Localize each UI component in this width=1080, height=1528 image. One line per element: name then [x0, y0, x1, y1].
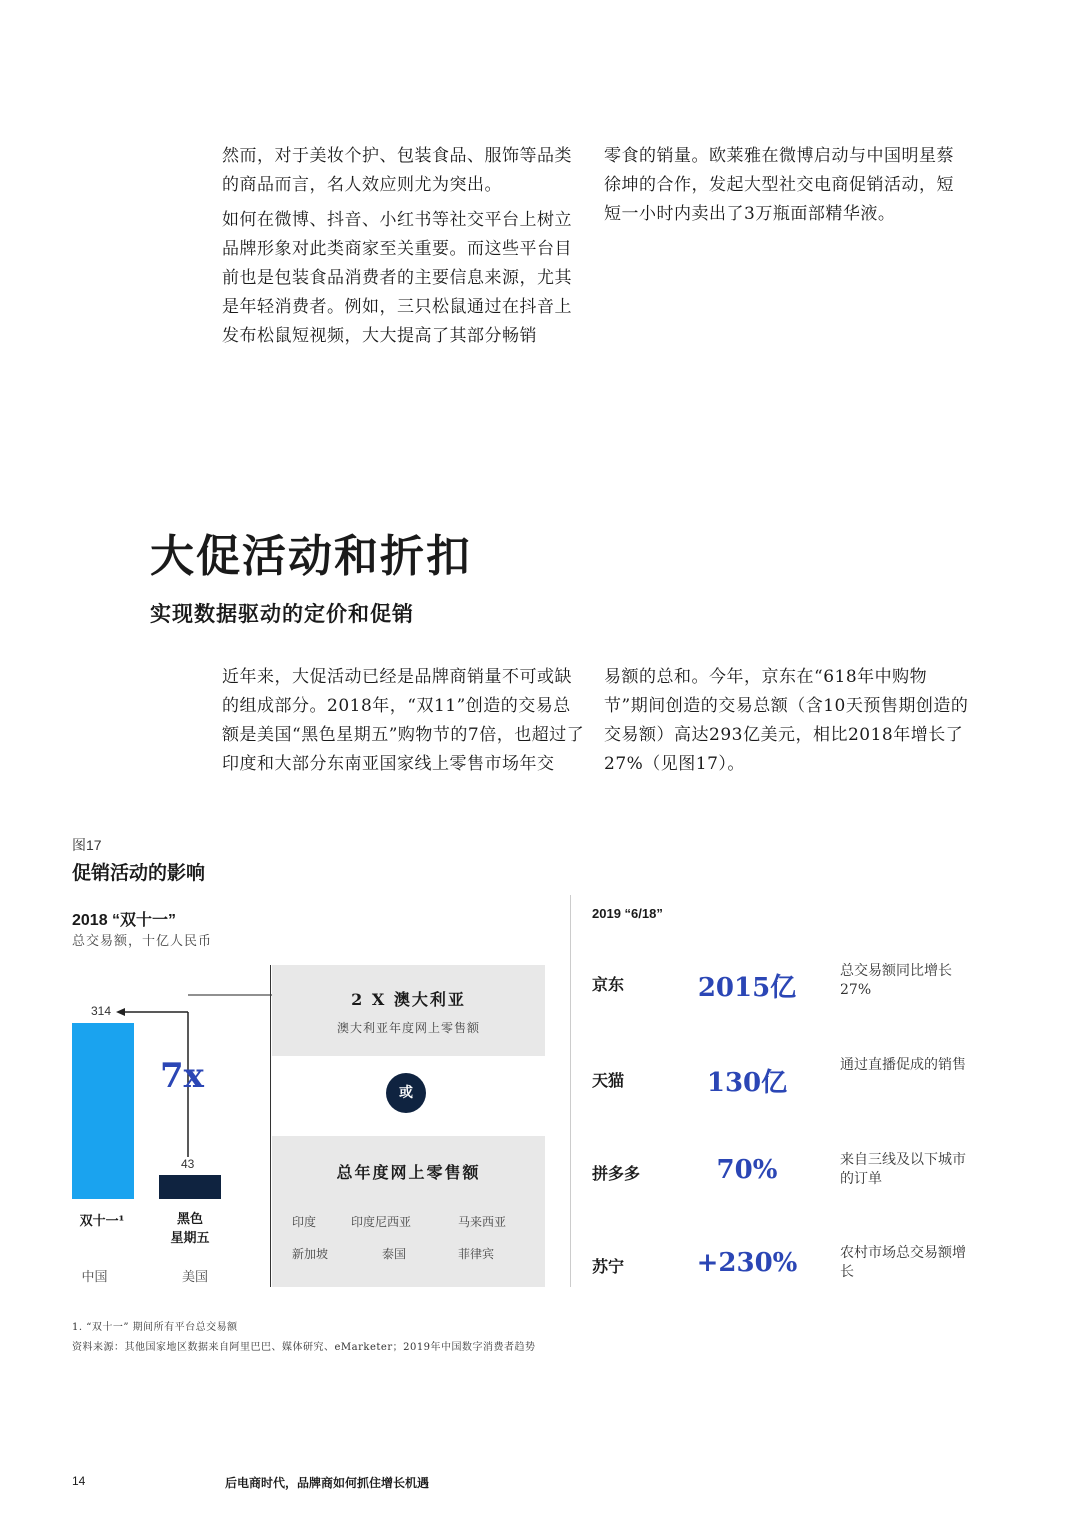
section-right-column — [604, 663, 969, 785]
country-list-item: 泰国 — [382, 1247, 407, 1261]
box-australia — [272, 965, 545, 1056]
platform-desc: 农村市场总交易额增长 — [840, 1245, 966, 1280]
figure-title: 促销活动的影响 — [72, 862, 206, 884]
country-list-item: 印度 — [292, 1215, 317, 1229]
result-row — [592, 962, 1012, 1012]
platform-value: 70% — [716, 1155, 778, 1185]
bar-black-friday — [159, 1175, 221, 1199]
box-australia-sub: 澳大利亚年度网上零售额 — [336, 1021, 480, 1035]
result-row — [592, 1151, 1012, 1201]
divider — [570, 895, 571, 1287]
box-australia-heading: 2 X 澳大利亚 — [351, 990, 466, 1009]
intro-left-column — [222, 142, 587, 357]
platform-desc: 来自三线及以下城市的订单 — [840, 1152, 966, 1187]
intro-paragraph-2: 如何在微博、抖音、小红书等社交平台上树立品牌形象对此类商家至关重要。而这些平台目前也是包装食品消费者的主要信息来源，尤其是年轻消费者。例如，三只松鼠通过在抖音上发布松鼠短视频，大大提高了其部分畅销 — [222, 210, 572, 346]
or-badge: 或 — [386, 1073, 426, 1113]
box-total-online — [272, 1136, 545, 1287]
category-label: 双十一¹ — [79, 1214, 125, 1229]
section-paragraph-2: 易额的总和。今年，京东在“618年中购物节”期间创造的交易总额（含10天预售期创造的交易额）高达293亿美元，相比2018年增长了27%（见图17）。 — [604, 667, 969, 774]
platform-label: 苏宁 — [592, 1257, 625, 1276]
footnote: 1. “双十一” 期间所有平台总交易额 — [72, 1322, 238, 1333]
document-title: 后电商时代，品牌商如何抓住增长机遇 — [225, 1476, 430, 1490]
divider — [270, 965, 271, 1287]
intro-paragraph-1: 然而，对于美妆个护、包装食品、服饰等品类的商品而言，名人效应则尤为突出。 — [222, 146, 572, 195]
page-number: 14 — [72, 1474, 86, 1488]
platform-desc: 通过直播促成的销售 — [840, 1057, 966, 1073]
platform-value: +230% — [696, 1248, 798, 1278]
connector-line — [188, 994, 273, 998]
country-list-item: 印度尼西亚 — [351, 1215, 412, 1229]
box-total-heading: 总年度网上零售额 — [336, 1163, 481, 1182]
figure-label: 图17 — [72, 837, 102, 853]
section-left-column — [222, 663, 587, 785]
chart-title: 2018 “双十一” — [72, 912, 177, 929]
country-label: 美国 — [181, 1270, 208, 1285]
result-row — [592, 1056, 1012, 1106]
platform-label: 京东 — [592, 975, 625, 994]
section-paragraph-1: 近年来，大促活动已经是品牌商销量不可或缺的组成部分。2018年，“双11”创造的交易总额是美国“黑色星期五”购物节的7倍，也超过了印度和大部分东南亚国家线上零售市场年交 — [222, 667, 585, 774]
bar-value-label: 314 — [91, 1004, 112, 1018]
right-panel-title: 2019 “6/18” — [592, 906, 663, 921]
country-label: 中国 — [81, 1270, 108, 1285]
section-subtitle: 实现数据驱动的定价和促销 — [150, 601, 414, 626]
country-list-item: 菲律宾 — [458, 1247, 495, 1261]
intro-right-column — [604, 142, 969, 235]
intro-paragraph-3: 零食的销量。欧莱雅在微博启动与中国明星蔡徐坤的合作，发起大型社交电商促销活动，短短一小时内卖出了3万瓶面部精华液。 — [604, 146, 954, 224]
platform-label: 天猫 — [592, 1071, 625, 1090]
chart-ylabel: 总交易额，十亿人民币 — [72, 934, 213, 949]
platform-label: 拼多多 — [592, 1164, 641, 1183]
platform-value: 130亿 — [706, 1068, 788, 1098]
platform-desc: 总交易额同比增长27% — [840, 963, 952, 998]
platform-value: 2015亿 — [697, 973, 797, 1003]
category-label: 黑色 星期五 — [170, 1212, 210, 1246]
country-list-item: 马来西亚 — [458, 1215, 507, 1229]
multiplier-label: 7x — [160, 1056, 204, 1096]
bar-value-label: 43 — [181, 1157, 195, 1171]
source-note: 资料来源：其他国家地区数据来自阿里巴巴、媒体研究、eMarketer；2019年中国数字消费者趋势 — [72, 1342, 536, 1353]
country-list-item: 新加坡 — [292, 1247, 329, 1261]
result-row — [592, 1244, 1012, 1294]
section-title: 大促活动和折扣 — [150, 531, 472, 582]
